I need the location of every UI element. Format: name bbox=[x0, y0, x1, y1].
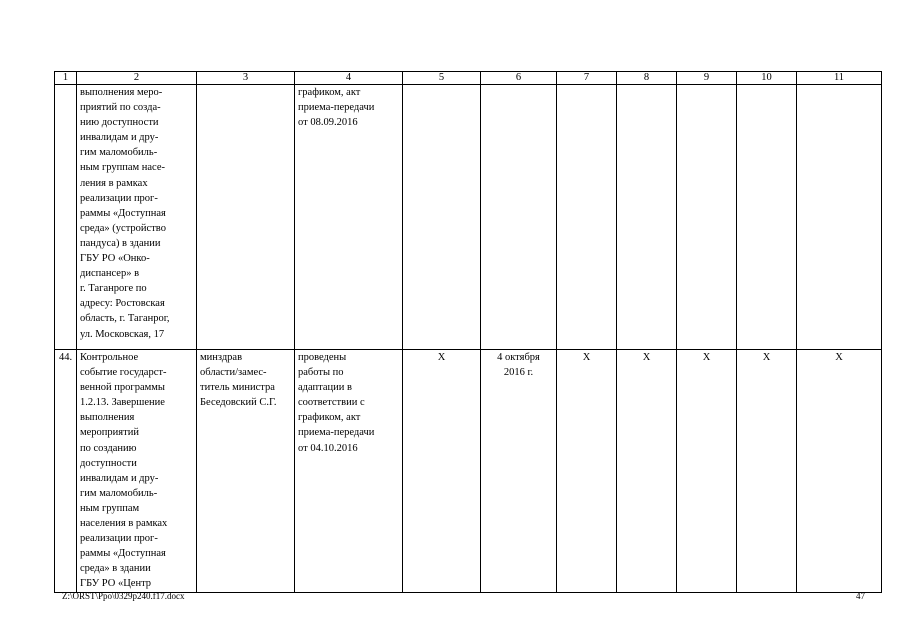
table-cell-number: 44. bbox=[55, 350, 77, 593]
column-header-5: 5 bbox=[403, 72, 481, 85]
table-cell-col8 bbox=[617, 85, 677, 350]
table-cell-col7: Х bbox=[557, 350, 617, 593]
table-row bbox=[55, 85, 882, 350]
table-cell-date: 4 октября 2016 г. bbox=[481, 350, 557, 593]
table-header-row bbox=[55, 72, 882, 85]
column-header-4: 4 bbox=[295, 72, 403, 85]
column-header-2: 2 bbox=[77, 72, 197, 85]
table-cell-col9 bbox=[677, 85, 737, 350]
table-cell-col11: Х bbox=[797, 350, 882, 593]
table-cell-col7 bbox=[557, 85, 617, 350]
table-cell-date bbox=[481, 85, 557, 350]
document-table bbox=[54, 71, 882, 593]
column-header-11: 11 bbox=[797, 72, 882, 85]
table-cell-col8: Х bbox=[617, 350, 677, 593]
footer-page-number: 47 bbox=[856, 591, 865, 601]
table-cell-col10: Х bbox=[737, 350, 797, 593]
table-cell-col10 bbox=[737, 85, 797, 350]
table-cell-responsible: минздрав области/замес- титель министра Беседовский С.Г. bbox=[197, 350, 295, 593]
column-header-10: 10 bbox=[737, 72, 797, 85]
table-cell-event: выполнения меро- приятий по созда- нию доступности инвалидам и дру- гим маломобиль- ным группам насе- ления в рамках реализации прог- раммы «Доступная среда» (устройство пандуса) в здании ГБУ РО «Онко- диспансер» в г. Таганроге по адресу: Ростовская область, г. Таганрог, ул. Московская, 17 bbox=[77, 85, 197, 350]
footer-file-path: Z:\ORST\Ppo\0329p240.f17.docx bbox=[62, 591, 185, 601]
table-row bbox=[55, 350, 882, 593]
table-cell-col5: Х bbox=[403, 350, 481, 593]
table-cell-col5 bbox=[403, 85, 481, 350]
column-header-1: 1 bbox=[55, 72, 77, 85]
table-cell-col9: Х bbox=[677, 350, 737, 593]
column-header-6: 6 bbox=[481, 72, 557, 85]
table-cell-col11 bbox=[797, 85, 882, 350]
table-cell-result: графиком, акт приема-передачи от 08.09.2016 bbox=[295, 85, 403, 350]
table-cell-number bbox=[55, 85, 77, 350]
table-cell-event: Контрольное событие государст- венной программы 1.2.13. Завершение выполнения мероприятий по созданию доступности инвалидам и дру- гим маломобиль- ным группам населения в рамках реализации прог- раммы «Доступная среда» в здании ГБУ РО «Центр bbox=[77, 350, 197, 593]
table-cell-result: проведены работы по адаптации в соответствии с графиком, акт приема-передачи от 04.10.2016 bbox=[295, 350, 403, 593]
column-header-3: 3 bbox=[197, 72, 295, 85]
column-header-7: 7 bbox=[557, 72, 617, 85]
table-cell-responsible bbox=[197, 85, 295, 350]
column-header-9: 9 bbox=[677, 72, 737, 85]
column-header-8: 8 bbox=[617, 72, 677, 85]
